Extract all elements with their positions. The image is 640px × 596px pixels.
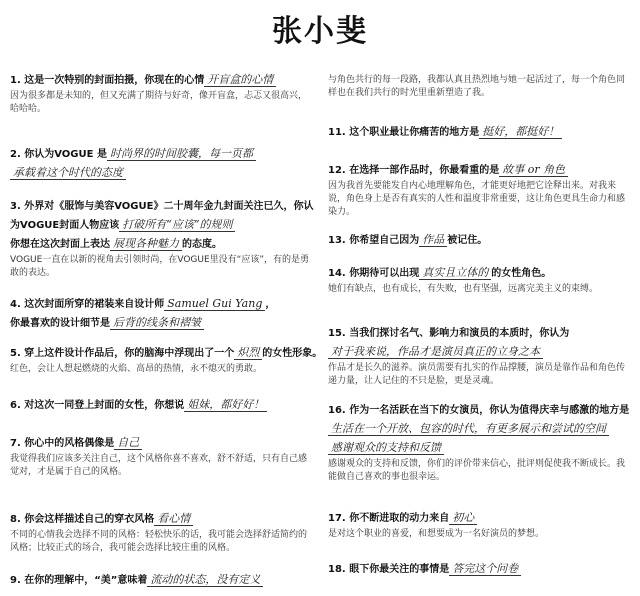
handwritten-answer: 故事 or 角色 — [499, 163, 568, 177]
answer-note: 因为很多都是未知的，但又充满了期待与好奇，像开盲盒，忐忑又很高兴，哈哈哈。 — [10, 91, 308, 114]
question-line — [10, 435, 315, 451]
question-text: 的女性形象。 — [262, 348, 323, 359]
question-text: 17. 你不断进取的动力来自 — [328, 513, 450, 524]
answer-note: VOGUE一直在以新的视角去引领时尚，在VOGUE里没有“应该”，有的是勇敢的表达。 — [10, 255, 309, 278]
question-line — [328, 440, 633, 456]
question-text: 2. 你认为VOGUE 是 — [10, 149, 107, 160]
question-line — [328, 162, 633, 178]
handwritten-answer: 真实且立体的 — [419, 266, 491, 280]
question-line — [10, 397, 315, 413]
question-text: 15. 当我们探讨名气、影响力和演员的本质时，你认为 — [328, 328, 570, 339]
question-text: 9. 在你的理解中，“美”意味着 — [10, 575, 148, 586]
question-block — [328, 326, 633, 388]
question-line — [10, 146, 315, 162]
question-text: ， — [265, 299, 276, 310]
question-text: 13. 你希望自己因为 — [328, 235, 420, 246]
question-block — [10, 199, 315, 280]
question-block — [10, 345, 323, 376]
question-block — [328, 561, 633, 577]
handwritten-answer: Samuel Gui Yang — [164, 297, 265, 311]
question-text: 1. 这是一次特别的封面拍摄，你现在的心情 — [10, 75, 205, 86]
question-text: 16. 作为一名活跃在当下的女演员，你认为值得庆幸与感激的地方是 — [328, 405, 630, 416]
answer-note: 是对这个职业的喜爱，和想要成为一名好演员的梦想。 — [328, 529, 545, 539]
question-block — [328, 510, 633, 541]
question-line — [10, 345, 323, 361]
question-line — [328, 326, 633, 341]
question-block — [328, 403, 633, 484]
question-block — [328, 162, 633, 219]
handwritten-answer: 自己 — [114, 436, 142, 450]
question-block — [10, 146, 315, 181]
answer-note: 她们有缺点，也有成长，有失败，也有坚强，远离完美主义的束缚。 — [328, 284, 599, 294]
question-text: 11. 这个职业最让你痛苦的地方是 — [328, 127, 480, 138]
answer-note: 作品才是长久的滋养。演员需要有扎实的作品撑腰，演员是靠作品和角色传递力量，让人记住的不只是脸，更是灵魂。 — [328, 363, 626, 386]
question-block — [10, 435, 315, 479]
question-line — [328, 124, 633, 140]
answer-note: 不同的心情我会选择不同的风格：轻松快乐的话，我可能会选择舒适简约的风格；比较正式的场合，我可能会选择比较庄重的风格。 — [10, 530, 308, 553]
question-line — [328, 421, 633, 437]
question-block — [328, 124, 633, 140]
question-line — [10, 72, 315, 88]
handwritten-answer: 挺好，都挺好！ — [479, 125, 562, 139]
handwritten-answer: 展现各种魅力 — [110, 237, 182, 251]
question-line — [328, 344, 633, 360]
question-line — [10, 199, 315, 214]
question-block — [328, 232, 633, 248]
question-line — [10, 511, 315, 527]
question-line — [10, 165, 315, 181]
handwritten-answer: 作品 — [419, 233, 447, 247]
question-block — [10, 397, 315, 413]
handwritten-answer: 初心 — [449, 511, 477, 525]
handwritten-answer: 流动的状态，没有定义 — [147, 573, 263, 587]
question-line — [10, 315, 315, 331]
question-text: 被记住。 — [447, 235, 488, 246]
handwritten-answer: 感谢观众的支持和反馈 — [328, 441, 444, 455]
question-line — [328, 265, 633, 281]
question-line — [328, 232, 633, 248]
answer-note: 因为我首先要能发自内心地理解角色，才能更好地把它诠释出来。对我来说，角色身上是否有真实的人性和温度非常重要，这让角色更具生命力和感染力。 — [328, 181, 626, 217]
question-text: 的态度。 — [182, 239, 222, 250]
question-text: 为VOGUE封面人物应该 — [10, 220, 120, 231]
question-line — [10, 236, 315, 252]
handwritten-answer: 承载着这个时代的态度 — [10, 166, 126, 180]
question-block — [10, 511, 315, 555]
handwritten-answer: 后背的线条和褶皱 — [110, 316, 204, 330]
question-text: 的女性角色。 — [491, 268, 552, 279]
question-block — [328, 265, 633, 296]
handwritten-answer: 打破所有“应该”的规则 — [119, 218, 235, 232]
question-text: 8. 你会这样描述自己的穿衣风格 — [10, 514, 155, 525]
handwritten-answer: 看心情 — [154, 512, 193, 526]
question-line — [10, 296, 315, 312]
question-text: 14. 你期待可以出现 — [328, 268, 420, 279]
handwritten-answer: 炽烈 — [234, 346, 262, 360]
question-block — [10, 72, 315, 116]
question-text: 18. 眼下你最关注的事情是 — [328, 564, 450, 575]
question-line — [10, 217, 315, 233]
handwritten-answer: 姐妹，都好好！ — [184, 398, 267, 412]
handwritten-answer: 开盲盒的心情 — [204, 73, 276, 87]
answer-note: 我觉得我们应该多关注自己，这个风格你喜不喜欢，舒不舒适，只有自己感觉对，才是属于自己的风格。 — [10, 454, 308, 477]
answer-note: 感谢观众的支持和反馈，你们的评价带来信心，批评则促使我不断成长。我能做自己喜欢的事也很幸运。 — [328, 459, 626, 482]
question-text: 12. 在选择一部作品时，你最看重的是 — [328, 165, 500, 176]
question-text: 3. 外界对《服饰与美容VOGUE》二十周年金九封面关注已久，你认 — [10, 201, 314, 212]
question-line — [10, 572, 315, 588]
question-line — [328, 403, 633, 418]
answer-note: 红色，会让人想起燃烧的火焰、高昂的热情，永不熄灭的勇敢。 — [10, 364, 263, 374]
question-text: 6. 对这次一同登上封面的女性，你想说 — [10, 400, 185, 411]
question-block — [10, 572, 315, 588]
question-text: 你最喜欢的设计细节是 — [10, 318, 110, 329]
question-block — [328, 72, 633, 100]
answer-note: 与角色共行的每一段路，我都认真且热烈地与她一起活过了，每一个角色同样也在我们共行的时光里重新塑造了我。 — [328, 75, 626, 98]
question-block — [10, 296, 315, 331]
handwritten-answer: 生活在一个开放、包容的时代，有更多展示和尝试的空间 — [328, 422, 609, 436]
question-text: 7. 你心中的风格偶像是 — [10, 438, 115, 449]
handwritten-answer: 时尚界的时间胶囊，每一页都 — [107, 147, 256, 161]
question-text: 4. 这次封面所穿的裙装来自设计师 — [10, 299, 165, 310]
question-line — [328, 510, 633, 526]
question-text: 你想在这次封面上表达 — [10, 239, 110, 250]
handwritten-answer: 对于我来说，作品才是演员真正的立身之本 — [328, 345, 543, 359]
question-line — [328, 561, 633, 577]
page-title: 张小斐 — [272, 14, 368, 49]
handwritten-answer: 答完这个问卷 — [449, 562, 521, 576]
question-text: 5. 穿上这件设计作品后，你的脑海中浮现出了一个 — [10, 348, 235, 359]
